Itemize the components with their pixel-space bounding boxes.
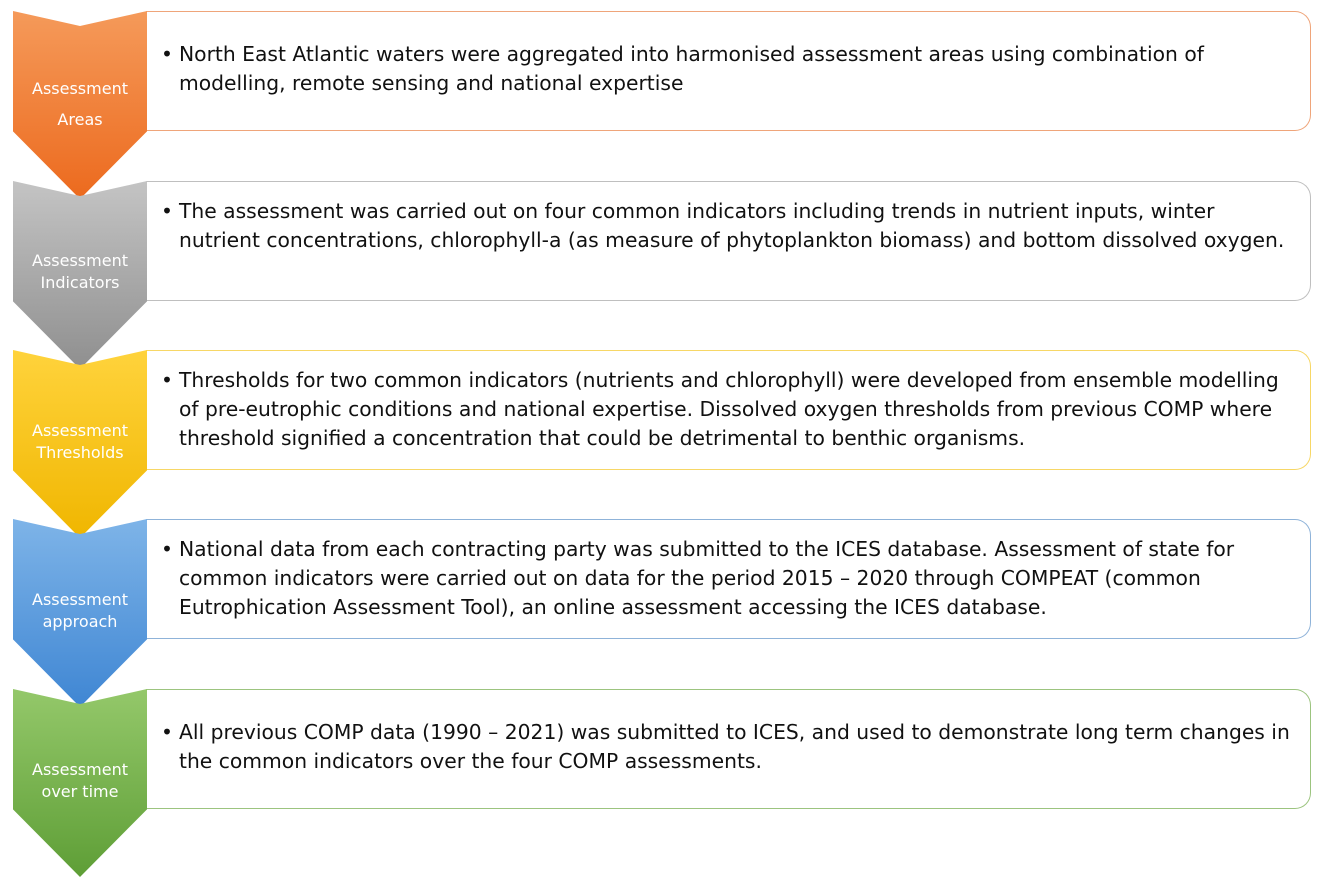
step-box-areas xyxy=(146,11,1311,131)
step-text-thresholds: • Thresholds for two common indicators (nutrients and chlorophyll) were developed from ensemble modelling of pre-eutrophic conditions and national expertise. Dissolved oxygen thresholds from previous COMP where threshold signified a concentration that could be detrimental to benthic organisms. xyxy=(146,366,1310,453)
step-text-indicators: • The assessment was carried out on four common indicators including trends in nutrient inputs, winter nutrient concentrations, chlorophyll-a (as measure of phytoplankton biomass) and bottom dissolved oxygen. xyxy=(146,197,1310,255)
step-label-line1: Assessment xyxy=(32,760,128,779)
step-label-line1: Assessment xyxy=(32,79,128,98)
step-label-line1: Assessment xyxy=(32,421,128,440)
step-box-over-time xyxy=(146,689,1311,809)
step-label-line1: Assessment xyxy=(32,251,128,270)
step-label-line2: Thresholds xyxy=(36,443,124,462)
step-text-over-time: • All previous COMP data (1990 – 2021) was submitted to ICES, and used to demonstrate long term changes in the common indicators over the four COMP assessments. xyxy=(146,718,1310,776)
step-label-indicators xyxy=(13,250,147,294)
step-box-thresholds xyxy=(146,350,1311,470)
step-box-approach xyxy=(146,519,1311,639)
step-label-line2: approach xyxy=(42,612,118,631)
step-text-approach: • National data from each contracting party was submitted to the ICES database. Assessment of state for common indicators were carried out on data for the period 2015 – 2020 through COMPEAT (common Eutrophication Assessment Tool), an online assessment accessing the ICES database. xyxy=(146,535,1310,622)
step-label-approach xyxy=(13,589,147,633)
step-box-indicators xyxy=(146,181,1311,301)
step-label-over-time xyxy=(13,759,147,803)
step-text-areas: • North East Atlantic waters were aggregated into harmonised assessment areas using combination of modelling, remote sensing and national expertise xyxy=(146,40,1310,98)
step-label-line2: Areas xyxy=(57,110,103,129)
step-label-areas xyxy=(13,73,147,135)
step-label-thresholds xyxy=(13,420,147,464)
step-label-line2: Indicators xyxy=(40,273,120,292)
step-label-line1: Assessment xyxy=(32,590,128,609)
step-label-line2: over time xyxy=(41,782,119,801)
